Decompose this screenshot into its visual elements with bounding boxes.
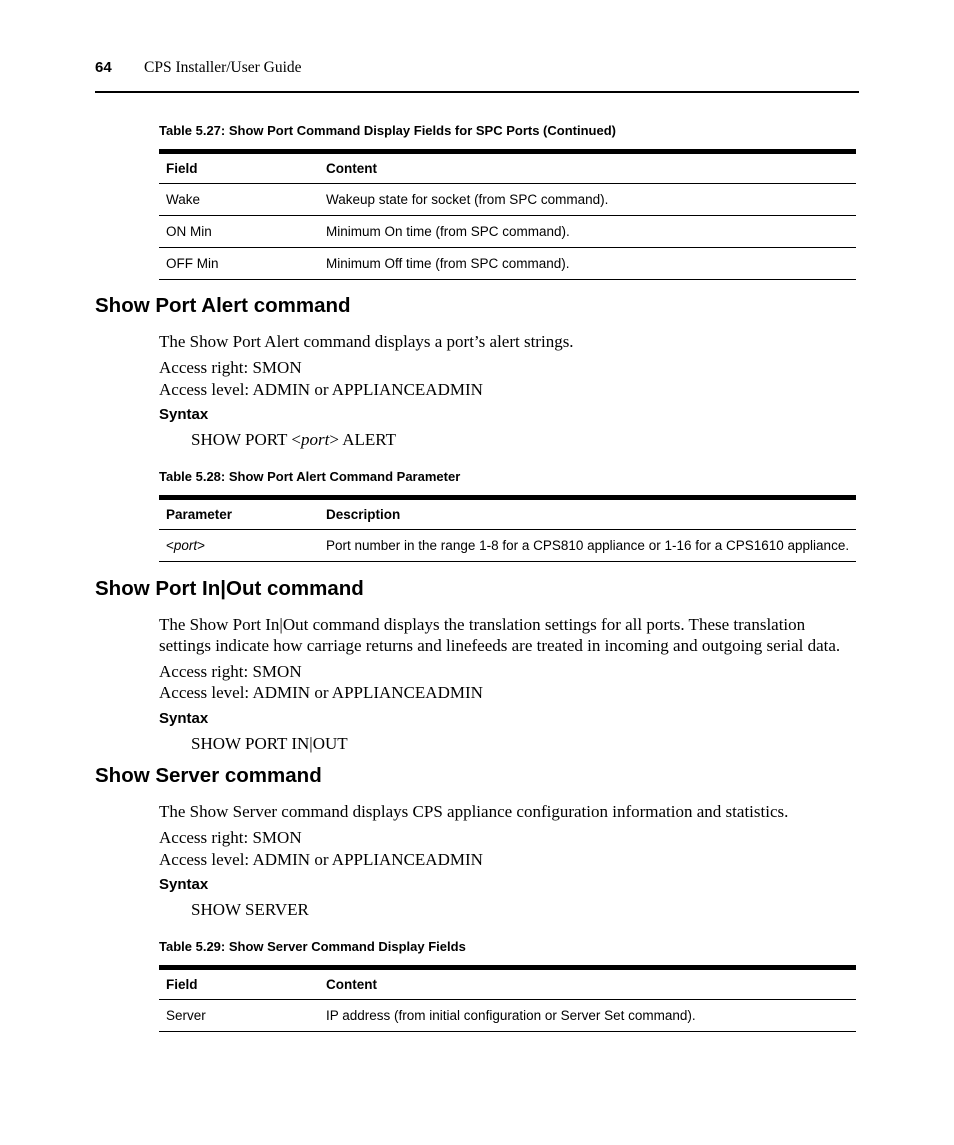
param-bracket: > (197, 538, 206, 553)
alert-syntax-label: Syntax (159, 406, 209, 423)
server-syntax: SHOW SERVER (191, 900, 309, 919)
table-row (159, 216, 856, 248)
table-header-row (159, 968, 856, 1000)
server-description: The Show Server command displays CPS appliance configuration information and statistics. (159, 802, 789, 821)
table-row (159, 184, 856, 216)
table-header-row (159, 152, 856, 184)
inout-description-line2: settings indicate how carriage returns and linefeeds are treated in incoming and outgoing serial data. (159, 636, 841, 655)
cell-content: Minimum On time (from SPC command). (319, 216, 856, 248)
guide-title: CPS Installer/User Guide (144, 59, 302, 76)
table-header-row (159, 498, 856, 530)
cell-field: OFF Min (159, 248, 319, 280)
section-heading-server: Show Server command (95, 764, 322, 787)
server-syntax-label: Syntax (159, 876, 209, 893)
table-529-caption: Table 5.29: Show Server Command Display Fields (159, 939, 466, 954)
table-529 (159, 965, 856, 1032)
section-heading-inout: Show Port In|Out command (95, 577, 364, 600)
table-527 (159, 149, 856, 280)
table-528 (159, 495, 856, 562)
page-number: 64 (95, 59, 112, 76)
cell-parameter (159, 530, 319, 562)
param-name: port (173, 538, 198, 553)
cell-content: IP address (from initial configuration or Server Set command). (319, 1000, 856, 1032)
cell-description: Port number in the range 1-8 for a CPS810 appliance or 1-16 for a CPS1610 appliance. (319, 530, 856, 562)
cell-field: Server (159, 1000, 319, 1032)
syntax-param: port (300, 430, 330, 449)
server-access-right: Access right: SMON (159, 828, 302, 847)
server-access-level: Access level: ADMIN or APPLIANCEADMIN (159, 850, 483, 869)
column-header-field: Field (159, 968, 319, 1000)
syntax-text: > ALERT (329, 430, 396, 449)
table-527-caption: Table 5.27: Show Port Command Display Fields for SPC Ports (Continued) (159, 123, 616, 138)
cell-field: Wake (159, 184, 319, 216)
column-header-parameter: Parameter (159, 498, 319, 530)
table-row (159, 530, 856, 562)
inout-description-line1: The Show Port In|Out command displays the translation settings for all ports. These translation (159, 615, 806, 634)
table-row (159, 248, 856, 280)
inout-access-right: Access right: SMON (159, 662, 302, 681)
column-header-content: Content (319, 152, 856, 184)
column-header-content: Content (319, 968, 856, 1000)
inout-access-level: Access level: ADMIN or APPLIANCEADMIN (159, 683, 483, 702)
syntax-text: SHOW PORT < (191, 430, 301, 449)
inout-syntax-label: Syntax (159, 710, 209, 727)
alert-description: The Show Port Alert command displays a port’s alert strings. (159, 332, 574, 351)
table-528-caption: Table 5.28: Show Port Alert Command Parameter (159, 469, 461, 484)
column-header-description: Description (319, 498, 856, 530)
table-row (159, 1000, 856, 1032)
cell-content: Minimum Off time (from SPC command). (319, 248, 856, 280)
column-header-field: Field (159, 152, 319, 184)
inout-syntax: SHOW PORT IN|OUT (191, 734, 348, 753)
alert-access-level: Access level: ADMIN or APPLIANCEADMIN (159, 380, 483, 399)
cell-field: ON Min (159, 216, 319, 248)
cell-content: Wakeup state for socket (from SPC command). (319, 184, 856, 216)
alert-syntax (191, 430, 396, 450)
param-bracket: < (166, 538, 174, 553)
alert-access-right: Access right: SMON (159, 358, 302, 377)
page-header (95, 58, 859, 93)
section-heading-alert: Show Port Alert command (95, 294, 351, 317)
